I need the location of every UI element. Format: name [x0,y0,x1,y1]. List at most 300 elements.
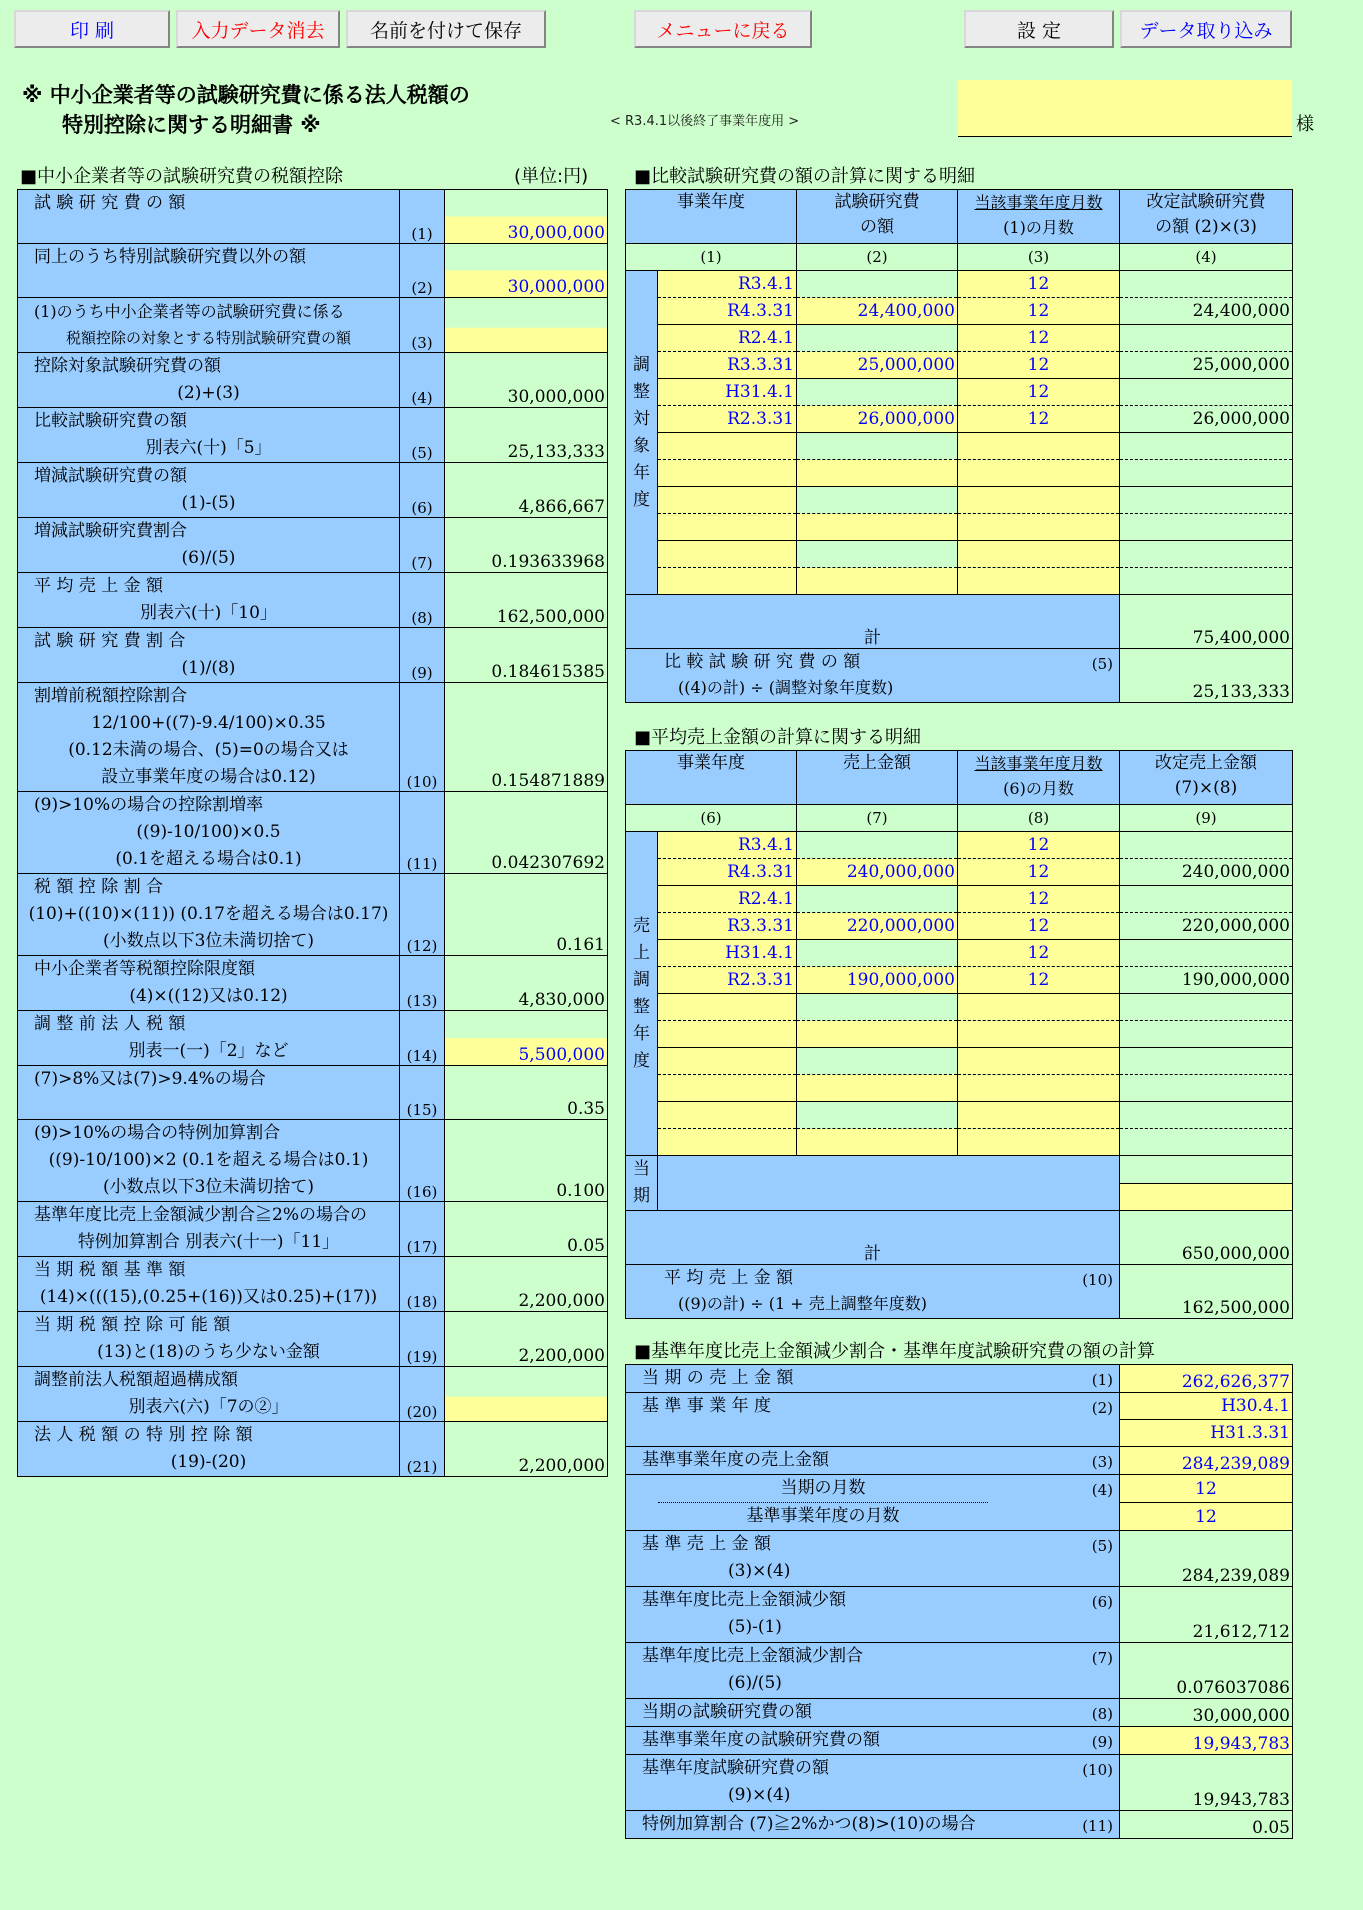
side-label-char: 調 [633,969,650,990]
base-row-label [626,1755,1120,1811]
row-value[interactable] [445,1367,608,1422]
row-label [18,353,400,408]
row-label-line: 試 験 研 究 費 割 合 [34,631,186,651]
amount[interactable]: 25,000,000 [797,352,958,379]
header-fiscal-year: 事業年度 [626,190,797,244]
base-value-2[interactable]: 12 [1120,1503,1293,1531]
months-input[interactable] [958,1129,1120,1156]
amount[interactable]: 190,000,000 [797,967,958,994]
base-label-line: 基準事業年度の試験研究費の額 [642,1730,880,1750]
amount-input[interactable] [797,994,958,1021]
row-label [18,190,400,244]
side-label-char: 調 [633,354,650,375]
amount-input[interactable] [797,1075,958,1102]
save-as-button[interactable]: 名前を付けて保存 [346,10,546,48]
base-row [626,1475,1293,1503]
period-input[interactable] [658,541,797,568]
base-row [626,1727,1293,1755]
months-input[interactable] [958,568,1120,595]
total-row [626,1211,1293,1265]
row-label-line: (1)-(5) [181,493,236,513]
detail-row [626,1129,1293,1156]
amount-input[interactable] [797,487,958,514]
months[interactable]: 12 [958,913,1120,940]
period-from[interactable]: R2.4.1 [658,325,797,352]
period-to[interactable]: R3.3.31 [658,913,797,940]
amount[interactable]: 26,000,000 [797,406,958,433]
base-ref-number: (1) [1091,1371,1113,1389]
row-label-line: 当 期 税 額 基 準 額 [34,1260,186,1280]
row-label-line: 平 均 売 上 金 額 [34,576,164,596]
months[interactable]: 12 [958,352,1120,379]
header-text: 当該事業年度月数 [974,193,1103,212]
row-value: 0.35 [445,1066,608,1120]
base-ref-number: (5) [1091,1537,1113,1555]
row-value: 4,866,667 [445,463,608,518]
side-label-char: 整 [633,381,650,402]
base-value-2[interactable]: H31.3.31 [1120,1420,1293,1447]
row-value: 30,000,000 [445,353,608,408]
months-input[interactable] [958,541,1120,568]
row-label-line: 調 整 前 法 人 税 額 [34,1014,186,1034]
row-ref-number: (20) [400,1367,445,1422]
row-label-line: (小数点以下3位未満切捨て) [102,931,315,951]
base-label-line: 特例加算割合 (7)≧2%かつ(8)>(10)の場合 [642,1814,976,1834]
row-label-line: (0.12未満の場合、(5)=0の場合又は [68,740,349,760]
amount-blank [797,886,958,913]
revised-blank [1120,832,1293,859]
row-value: 162,500,000 [445,573,608,628]
tax-credit-table [17,189,608,1477]
amount[interactable]: 220,000,000 [797,913,958,940]
row-label [18,792,400,874]
row-value: 25,133,333 [445,408,608,463]
total-row [626,595,1293,649]
months[interactable]: 12 [958,859,1120,886]
months[interactable]: 12 [958,298,1120,325]
tax-credit-row [18,1011,608,1066]
current-period-label [626,1156,658,1211]
company-name-field[interactable] [958,80,1292,137]
side-label [626,271,658,595]
period-to[interactable]: R3.3.31 [658,352,797,379]
amount-blank [797,832,958,859]
period-from[interactable]: R2.4.1 [658,886,797,913]
header-row [626,190,1293,244]
tax-credit-row [18,1257,608,1312]
detail-row [626,460,1293,487]
base-label-line: 当期の月数 [658,1475,988,1503]
revised-blank [1120,1075,1293,1102]
detail-row [626,298,1293,325]
revised-blank [1120,460,1293,487]
header-fiscal-year: 事業年度 [626,751,797,805]
current-blank [1120,1156,1293,1184]
base-value: 21,612,712 [1120,1587,1293,1643]
row-label-line: 調整前法人税額超過構成額 [34,1370,238,1390]
detail-row [626,352,1293,379]
settings-button[interactable]: 設 定 [964,10,1114,48]
result-label-line1: 比 較 試 験 研 究 費 の 額 [664,652,861,672]
row-value[interactable] [445,298,608,353]
months[interactable]: 12 [958,325,1120,352]
months[interactable]: 12 [958,406,1120,433]
base-ref-number: (4) [1091,1481,1113,1499]
row-value: 2,200,000 [445,1312,608,1367]
row-label [18,1120,400,1202]
base-row-label [626,1811,1120,1839]
row-label-line: ((9)-10/100)×2 (0.1を超える場合は0.1) [48,1150,369,1170]
row-label [18,1257,400,1312]
column-number: (9) [1120,805,1293,832]
row-ref-number: (15) [400,1066,445,1120]
row-ref-number: (8) [400,573,445,628]
row-label-line: 当 期 税 額 控 除 可 能 額 [34,1315,231,1335]
tax-credit-row [18,683,608,792]
row-ref-number: (3) [400,298,445,353]
base-value[interactable]: 19,943,783 [1120,1727,1293,1755]
side-label-char: 度 [633,489,650,510]
base-ref-number: (8) [1091,1705,1113,1723]
amount-input[interactable] [797,1021,958,1048]
row-value: 0.05 [445,1202,608,1257]
header-text: (6)の月数 [1003,779,1074,798]
result-label [626,1265,1120,1319]
amount-input[interactable] [797,568,958,595]
period-to[interactable]: R4.3.31 [658,859,797,886]
current-period-blank [658,1156,1120,1211]
amount-input[interactable] [797,514,958,541]
tax-credit-row [18,1367,608,1422]
row-ref-number: (5) [400,408,445,463]
base-label-line: (3)×(4) [728,1561,791,1581]
months-input[interactable] [958,460,1120,487]
base-label-line: (6)/(5) [728,1673,782,1693]
revised-blank [1120,379,1293,406]
tax-credit-row [18,408,608,463]
detail-row [626,994,1293,1021]
revised-blank [1120,271,1293,298]
tax-credit-row [18,1312,608,1367]
honorific-label: 様 [1296,114,1314,135]
result-value: 162,500,000 [1120,1265,1293,1319]
row-value: 0.100 [445,1120,608,1202]
clear-input-button[interactable]: 入力データ消去 [176,10,340,48]
base-value[interactable]: 12 [1120,1475,1293,1503]
base-row [626,1699,1293,1727]
base-row-label [626,1393,1120,1447]
tax-credit-row [18,628,608,683]
base-value: 0.05 [1120,1811,1293,1839]
row-label-line: (13)と(18)のうち少ない金額 [97,1342,320,1362]
row-ref-number: (6) [400,463,445,518]
row-label-line: 中小企業者等税額控除限度額 [34,959,255,979]
column-number-row [626,244,1293,271]
detail-row [626,406,1293,433]
months-input[interactable] [958,487,1120,514]
row-value: 2,200,000 [445,1257,608,1312]
base-row-label [626,1643,1120,1699]
comparative-table [625,189,1293,703]
base-ref-number: (10) [1082,1761,1113,1779]
months[interactable]: 12 [958,379,1120,406]
revised-blank [1120,568,1293,595]
row-label-line: (1)/(8) [181,658,236,678]
period-input[interactable] [658,994,797,1021]
header-text: 改定試験研究費 [1146,192,1266,212]
side-label-char: 度 [633,1050,650,1071]
header-col-1 [797,751,958,805]
period-input[interactable] [658,1102,797,1129]
period-from[interactable]: H31.4.1 [658,379,797,406]
months-input[interactable] [958,1048,1120,1075]
months-input[interactable] [958,1021,1120,1048]
period-input[interactable] [658,568,797,595]
revised-blank [1120,1102,1293,1129]
tax-credit-row [18,353,608,408]
left-section-title: ■中小企業者等の試験研究費の税額控除 [20,166,344,187]
print-button[interactable]: 印 刷 [14,10,170,48]
side-label-char: 年 [633,462,650,483]
detail-row [626,967,1293,994]
row-label-line: 比較試験研究費の額 [34,411,187,431]
base-label-line: (5)-(1) [728,1617,782,1637]
row-ref-number: (17) [400,1202,445,1257]
base-label-line: 当期の試験研究費の額 [642,1702,812,1722]
row-label-line: 別表六(六)「7の②」 [128,1397,289,1417]
row-label-line: 増減試験研究費割合 [34,521,187,541]
months-input[interactable] [958,994,1120,1021]
row-label-line: 設立事業年度の場合は0.12) [101,767,316,787]
amount-blank [797,940,958,967]
column-number: (1) [626,244,797,271]
row-ref-number: (1) [400,190,445,244]
side-label-char: 年 [633,1023,650,1044]
months[interactable]: 12 [958,886,1120,913]
result-label-line1: 平 均 売 上 金 額 [664,1268,794,1288]
row-value: 0.161 [445,874,608,956]
revised-blank [1120,886,1293,913]
base-value[interactable]: H30.4.1 [1120,1393,1293,1420]
period-input[interactable] [658,1021,797,1048]
tax-credit-row [18,190,608,244]
tax-credit-row [18,1120,608,1202]
row-value[interactable]: 30,000,000 [445,244,608,298]
base-value: 284,239,089 [1120,1531,1293,1587]
row-label [18,518,400,573]
base-ref-number: (6) [1091,1593,1113,1611]
revised-amount: 25,000,000 [1120,352,1293,379]
amount-input[interactable] [797,433,958,460]
period-to[interactable]: R2.3.31 [658,967,797,994]
period-input[interactable] [658,1129,797,1156]
tax-credit-row [18,874,608,956]
header-col-3 [1120,751,1293,805]
period-input[interactable] [658,460,797,487]
row-ref-number: (14) [400,1011,445,1066]
tax-credit-row [18,518,608,573]
detail-row [626,886,1293,913]
base-value[interactable]: 284,239,089 [1120,1447,1293,1475]
row-label [18,463,400,518]
detail-row [626,1021,1293,1048]
base-row-label [626,1699,1120,1727]
months-input[interactable] [958,514,1120,541]
row-ref-number: (12) [400,874,445,956]
amount-input[interactable] [797,1102,958,1129]
comparative-section-title: ■比較試験研究費の額の計算に関する明細 [634,166,976,187]
base-value[interactable]: 262,626,377 [1120,1365,1293,1393]
column-number: (4) [1120,244,1293,271]
row-label-line: (14)×(((15),(0.25+(16))又は0.25)+(17)) [39,1287,378,1307]
row-ref-number: (9) [400,628,445,683]
header-text: (7)×(8) [1174,778,1238,798]
tax-credit-row [18,1202,608,1257]
base-label-line: 基準事業年度の月数 [746,1506,900,1526]
base-ref-number: (2) [1091,1399,1113,1417]
current-period-input[interactable] [1120,1183,1293,1211]
header-text: の額 [860,217,894,237]
row-label-line: (9)>10%の場合の特例加算割合 [34,1123,281,1143]
amount-input[interactable] [797,541,958,568]
row-ref-number: (4) [400,353,445,408]
row-label-line: ((9)-10/100)×0.5 [136,822,281,842]
row-label [18,1367,400,1422]
amount-blank [797,325,958,352]
base-label-line: 基準年度比売上金額減少割合 [642,1646,863,1666]
page-title-line2: 特別控除に関する明細書 ※ [62,113,321,137]
detail-row [626,832,1293,859]
months[interactable]: 12 [958,271,1120,298]
total-label: 計 [626,595,1120,649]
period-input[interactable] [658,433,797,460]
row-label-line: (10)+((10)×(11)) (0.17を超える場合は0.17) [28,904,389,924]
tax-credit-row [18,463,608,518]
row-ref-number: (19) [400,1312,445,1367]
header-col-2 [958,751,1120,805]
row-label [18,1066,400,1120]
base-label-line: 基 準 売 上 金 額 [642,1534,772,1554]
months[interactable]: 12 [958,940,1120,967]
base-row-label [626,1531,1120,1587]
revised-blank [1120,1129,1293,1156]
row-label-line: (小数点以下3位未満切捨て) [102,1177,315,1197]
header-text: 試験研究費 [834,192,920,212]
tax-credit-row [18,298,608,353]
revised-amount: 26,000,000 [1120,406,1293,433]
row-label-line: (7)>8%又は(7)>9.4%の場合 [34,1069,266,1089]
amount-input[interactable] [797,1048,958,1075]
row-ref-number: (2) [400,244,445,298]
result-ref-number: (10) [1082,1271,1113,1289]
revised-amount: 220,000,000 [1120,913,1293,940]
revised-blank [1120,940,1293,967]
base-label-line: 基準年度試験研究費の額 [642,1758,829,1778]
detail-row [626,913,1293,940]
row-label-line: 基準年度比売上金額減少割合≧2%の場合の [34,1205,367,1225]
row-label [18,1202,400,1257]
row-value: 0.193633968 [445,518,608,573]
side-label-char: 売 [633,915,650,936]
row-value[interactable]: 30,000,000 [445,190,608,244]
period-input[interactable] [658,1075,797,1102]
amount-input[interactable] [797,1129,958,1156]
total-value: 650,000,000 [1120,1211,1293,1265]
import-data-button[interactable]: データ取り込み [1120,10,1292,48]
tax-credit-row [18,1066,608,1120]
period-input[interactable] [658,514,797,541]
row-label [18,1422,400,1477]
period-from[interactable]: H31.4.1 [658,940,797,967]
period-from[interactable]: R3.4.1 [658,832,797,859]
current-period-row [626,1156,1293,1184]
months[interactable]: 12 [958,967,1120,994]
base-ref-number: (9) [1091,1733,1113,1751]
detail-row [626,433,1293,460]
row-ref-number: (10) [400,683,445,792]
row-label-line: (19)-(20) [170,1452,247,1472]
result-value: 25,133,333 [1120,649,1293,703]
row-ref-number: (18) [400,1257,445,1312]
amount-input[interactable] [797,460,958,487]
result-label [626,649,1120,703]
back-to-menu-button[interactable]: メニューに戻る [634,10,812,48]
base-row [626,1811,1293,1839]
column-number: (7) [797,805,958,832]
row-ref-number: (13) [400,956,445,1011]
base-row-label [626,1727,1120,1755]
column-number: (3) [958,244,1120,271]
tax-credit-row [18,1422,608,1477]
row-label-line: 別表六(十)「5」 [145,438,272,458]
months-input[interactable] [958,1075,1120,1102]
period-to[interactable]: R4.3.31 [658,298,797,325]
page-title-line1: ※ 中小企業者等の試験研究費に係る法人税額の [22,83,470,107]
revised-blank [1120,1021,1293,1048]
period-to[interactable]: R2.3.31 [658,406,797,433]
amount[interactable]: 24,400,000 [797,298,958,325]
period-from[interactable]: R3.4.1 [658,271,797,298]
detail-row [626,940,1293,967]
base-row-label [626,1475,1120,1531]
detail-row [626,541,1293,568]
base-ref-number: (3) [1091,1453,1113,1471]
base-row [626,1365,1293,1393]
months-input[interactable] [958,1102,1120,1129]
row-label-line: 試 験 研 究 費 の 額 [34,193,186,213]
base-row [626,1393,1293,1420]
revised-blank [1120,325,1293,352]
months-input[interactable] [958,433,1120,460]
row-value: 0.154871889 [445,683,608,792]
row-value[interactable]: 5,500,000 [445,1011,608,1066]
amount-blank [797,271,958,298]
base-label-line: 基準事業年度の売上金額 [642,1450,829,1470]
months[interactable]: 12 [958,832,1120,859]
amount[interactable]: 240,000,000 [797,859,958,886]
row-label [18,1011,400,1066]
period-input[interactable] [658,1048,797,1075]
base-row-label [626,1365,1120,1393]
detail-row [626,271,1293,298]
period-input[interactable] [658,487,797,514]
tax-credit-row [18,244,608,298]
detail-row [626,859,1293,886]
row-value: 0.184615385 [445,628,608,683]
row-label-line: 別表六(十)「10」 [140,603,277,623]
unit-label: (単位:円) [514,166,589,187]
row-label [18,408,400,463]
